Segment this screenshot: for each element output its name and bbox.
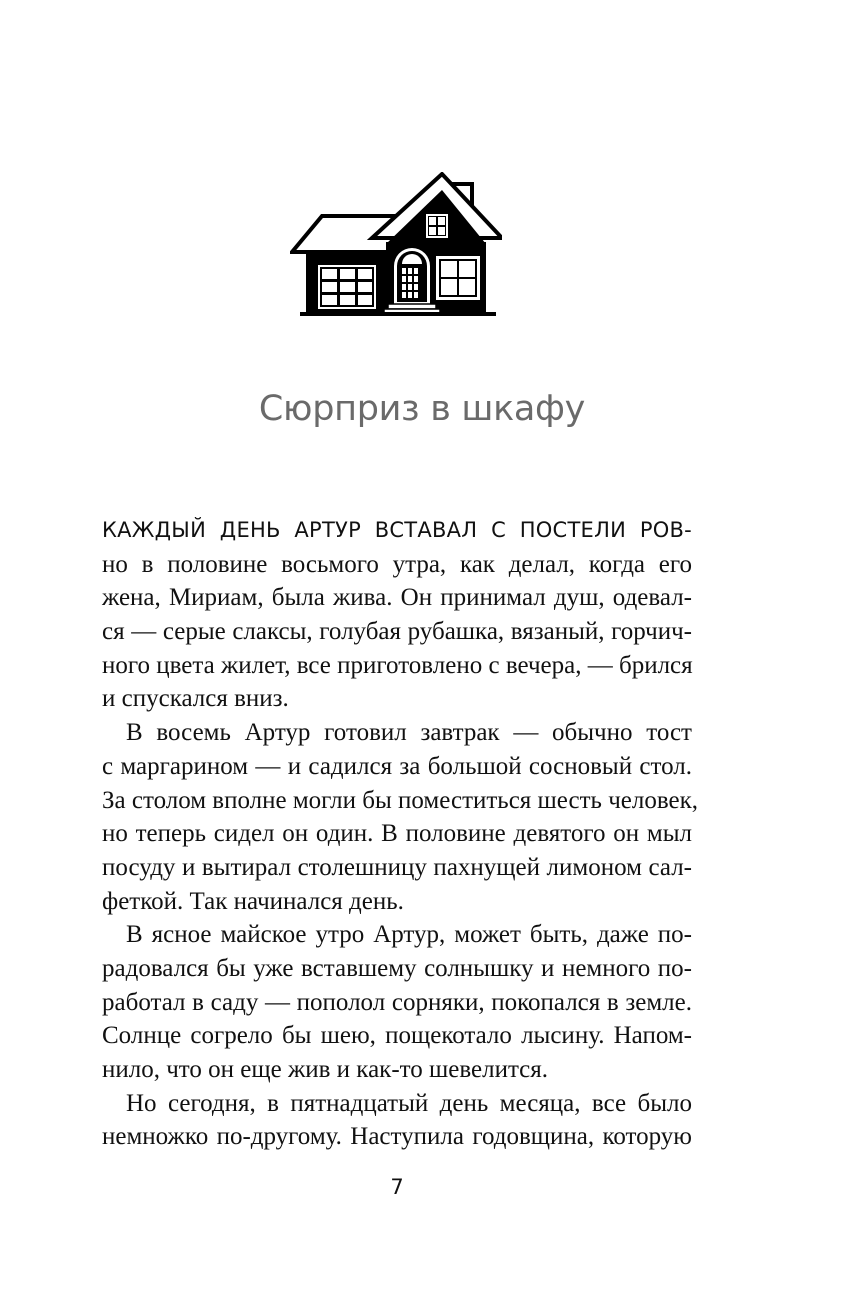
chapter-title: Сюрприз в шкафу bbox=[258, 389, 586, 429]
text-line: жена, Мириам, была жива. Он принимал душ, одевал- bbox=[102, 584, 692, 612]
text-line: В восемь Артур готовил завтрак — обычно тост bbox=[126, 719, 692, 747]
chapter-text bbox=[102, 514, 698, 1154]
text-line: В ясное майское утро Артур, может быть, даже по- bbox=[126, 921, 692, 949]
text-line: За столом вполне могли бы поместиться шесть человек, bbox=[102, 786, 698, 814]
page-number: 7 bbox=[390, 1175, 404, 1199]
text-line: Но сегодня, в пятнадцатый день месяца, все было bbox=[126, 1089, 692, 1117]
text-line: ного цвета жилет, все приготовлено с вечера, — брился bbox=[102, 651, 693, 679]
text-line: и спускался вниз. bbox=[102, 685, 289, 713]
text-line: с маргарином — и садился за большой сосновый стол. bbox=[102, 752, 692, 780]
text-line: радовался бы уже вставшему солнышку и немного по- bbox=[102, 954, 692, 982]
text-line: но теперь сидел он один. В половине девятого он мыл bbox=[102, 820, 692, 848]
house-icon bbox=[290, 172, 502, 316]
text-line: КАЖДЫЙ ДЕНЬ АРТУР ВСТАВАЛ С ПОСТЕЛИ РОВ- bbox=[102, 518, 692, 542]
text-line: но в половине восьмого утра, как делал, когда его bbox=[102, 550, 692, 578]
text-line: немножко по-другому. Наступила годовщина, которую bbox=[102, 1123, 692, 1151]
text-line: работал в саду — пополол сорняки, покопался в земле. bbox=[102, 988, 692, 1016]
text-line: ся — серые слаксы, голубая рубашка, вязаный, горчич- bbox=[102, 618, 692, 646]
text-line: посуду и вытирал столешницу пахнущей лимоном сал- bbox=[102, 853, 692, 881]
text-line: нило, что он еще жив и как-то шевелится. bbox=[102, 1056, 549, 1083]
text-line: Солнце согрело бы шею, пощекотало лысину. Напом- bbox=[102, 1022, 692, 1050]
text-line: феткой. Так начинался день. bbox=[102, 887, 404, 915]
